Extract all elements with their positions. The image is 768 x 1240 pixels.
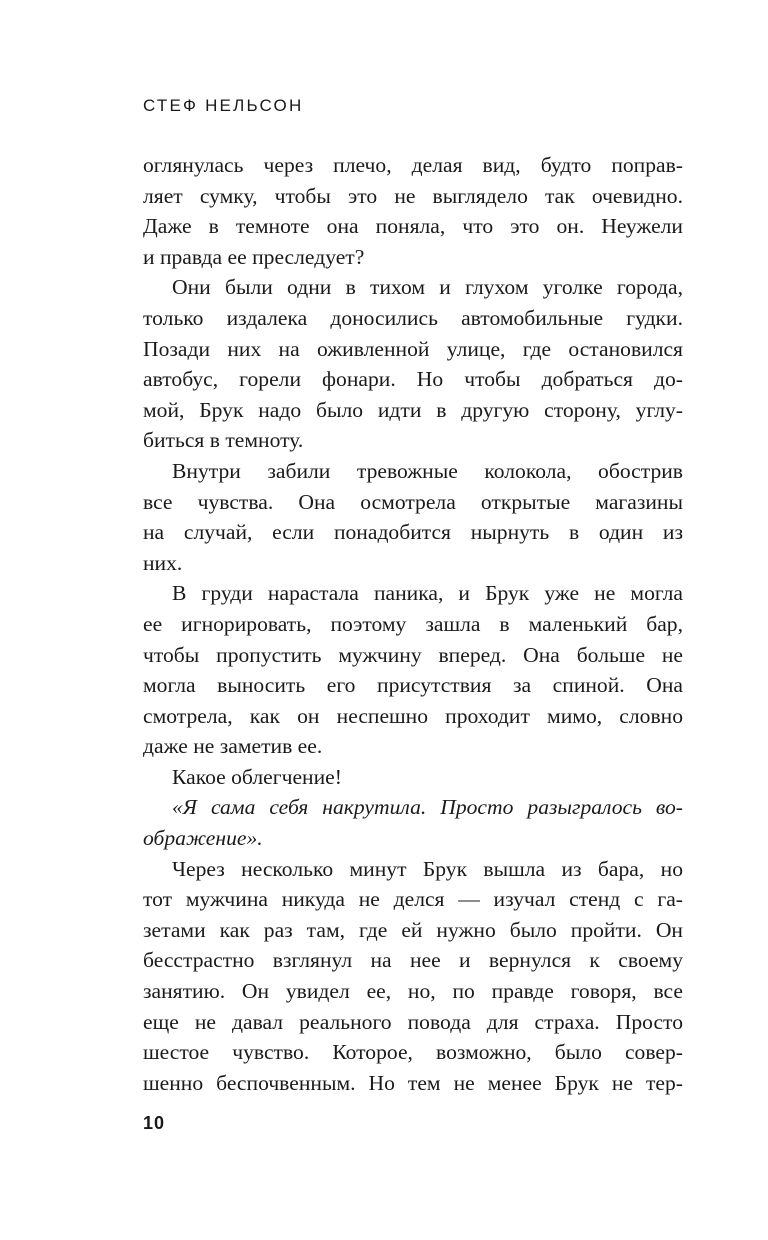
text-line: биться в темноту. <box>143 428 304 453</box>
text-line: Позади них на оживленной улице, где остановился <box>143 336 683 361</box>
text-line: все чувства. Она осмотрела открытые магазины <box>143 489 683 514</box>
text-line: бесстрастно взглянул на нее и вернулся к своему <box>143 948 683 973</box>
page-number: 10 <box>143 1113 166 1133</box>
text-line: мой, Брук надо было идти в другую сторону, углу- <box>143 397 683 422</box>
text-line: ображение». <box>143 826 263 851</box>
text-line: еще не давал реального повода для страха. Просто <box>143 1009 683 1034</box>
body-text <box>143 150 683 1098</box>
text-line: них. <box>143 550 183 575</box>
text-line: автобус, горели фонари. Но чтобы добраться до- <box>143 367 683 392</box>
text-line: Они были одни в тихом и глухом уголке города, <box>172 275 683 300</box>
text-line: могла выносить его присутствия за спиной. Она <box>143 673 683 698</box>
text-line: В груди нарастала паника, и Брук уже не могла <box>172 581 683 606</box>
text-line: Даже в темноте она поняла, что это он. Неужели <box>143 214 683 239</box>
text-line: тот мужчина никуда не делся — изучал стенд с га- <box>143 887 683 912</box>
text-line: даже не заметив ее. <box>143 734 323 759</box>
text-line: смотрела, как он неспешно проходит мимо, словно <box>143 703 683 728</box>
text-line: и правда ее преследует? <box>143 244 365 269</box>
running-head: СТЕФ НЕЛЬСОН <box>143 96 304 115</box>
text-line: Какое облегчение! <box>172 764 342 789</box>
text-line: ее игнорировать, поэтому зашла в маленький бар, <box>143 611 683 636</box>
text-line: шестое чувство. Которое, возможно, было совер- <box>143 1040 683 1065</box>
text-line: ляет сумку, чтобы это не выглядело так очевидно. <box>143 183 683 208</box>
text-line: оглянулась через плечо, делая вид, будто поправ- <box>143 153 683 177</box>
text-line: шенно беспочвенным. Но тем не менее Брук не тер- <box>143 1070 683 1095</box>
text-line: «Я сама себя накрутила. Просто разыгралось во- <box>172 795 683 820</box>
text-line: Внутри забили тревожные колокола, обострив <box>172 458 683 483</box>
text-line: только издалека доносились автомобильные гудки. <box>143 305 683 330</box>
text-line: Через несколько минут Брук вышла из бара, но <box>172 856 683 881</box>
text-line: на случай, если понадобится нырнуть в один из <box>143 520 683 545</box>
text-line: чтобы пропустить мужчину вперед. Она больше не <box>143 642 683 667</box>
text-line: занятию. Он увидел ее, но, по правде говоря, все <box>143 979 683 1004</box>
text-line: зетами как раз там, где ей нужно было пройти. Он <box>143 917 683 942</box>
